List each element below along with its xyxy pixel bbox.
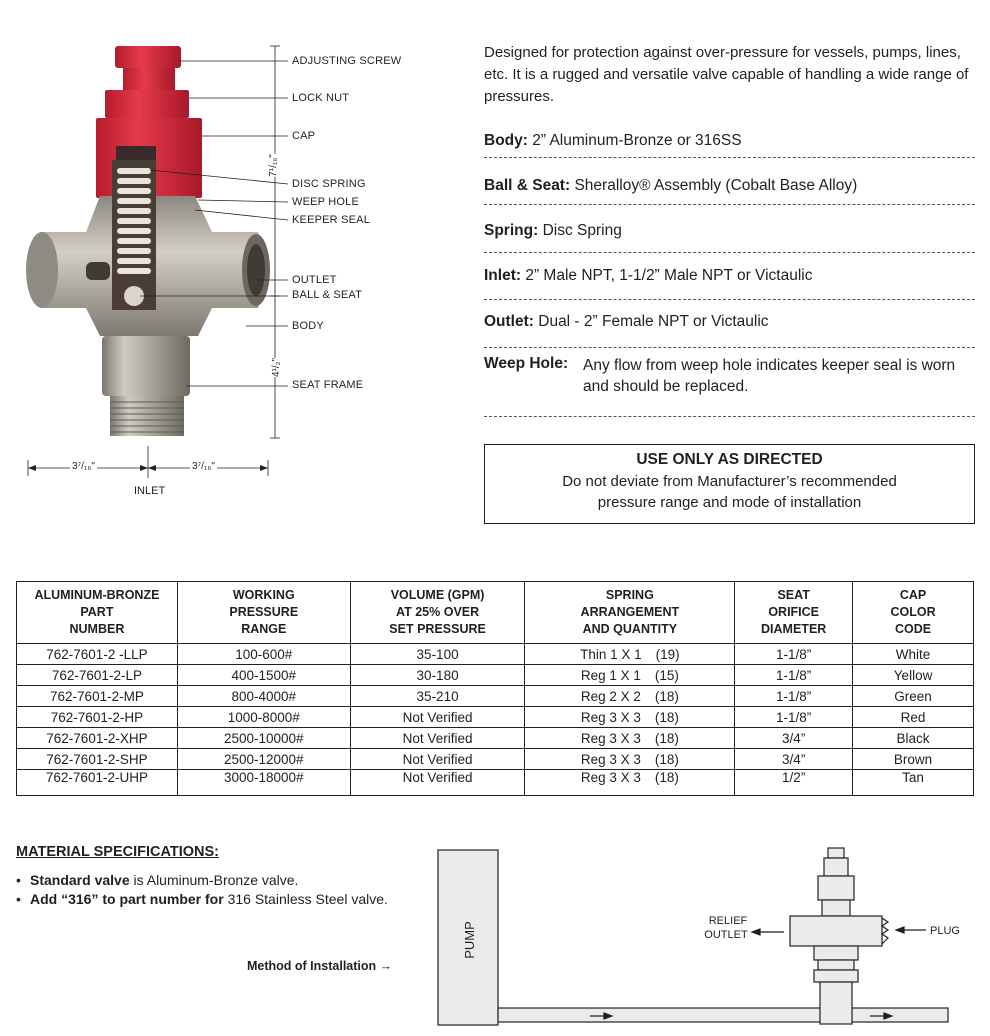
valve-drawing xyxy=(0,0,480,520)
spec-spring xyxy=(484,220,975,241)
cell-range: 3000-18000# xyxy=(177,770,350,796)
disc-spring-stack xyxy=(117,168,151,274)
cell-volume: 30-180 xyxy=(350,665,525,686)
cell-part: 762-7601-2-XHP xyxy=(17,728,178,749)
list-item: • Add “316” to part number for 316 Stainless Steel valve. xyxy=(16,890,396,909)
spec-label: Inlet: xyxy=(484,267,522,284)
plug-label: PLUG xyxy=(930,925,960,937)
spec-divider xyxy=(484,416,975,417)
cell-spring: Reg 2 X 2 (18) xyxy=(525,686,735,707)
spec-value: Sheralloy® Assembly (Cobalt Base Alloy) xyxy=(574,177,858,194)
spec-value: 2” Aluminum-Bronze or 316SS xyxy=(532,132,742,149)
cell-spring: Thin 1 X 1 (19) xyxy=(525,644,735,665)
header-part-number: ALUMINUM-BRONZE PART NUMBER xyxy=(17,582,178,644)
spec-outlet xyxy=(484,311,975,332)
cell-range: 400-1500# xyxy=(177,665,350,686)
material-specifications-title: MATERIAL SPECIFICATIONS: xyxy=(16,844,219,860)
spec-ball-seat xyxy=(484,175,975,196)
valve-body-shape xyxy=(790,916,882,946)
table-row xyxy=(17,707,974,728)
table-row xyxy=(17,686,974,707)
dimension-lower-height: 4¹/₂" xyxy=(271,357,283,378)
warning-line: Do not deviate from Manufacturer’s recommended xyxy=(562,473,897,490)
callout-lock-nut: LOCK NUT xyxy=(292,92,350,104)
cell-volume: 35-210 xyxy=(350,686,525,707)
cell-color: Tan xyxy=(853,770,974,796)
spec-value: Disc Spring xyxy=(542,222,622,239)
cell-part: 762-7601-2-UHP xyxy=(17,770,178,796)
material-specifications-list xyxy=(16,871,396,909)
cell-part: 762-7601-2-LP xyxy=(17,665,178,686)
dimension-right-width: 3⁷/₁₆" xyxy=(192,461,215,472)
spec-label: Outlet: xyxy=(484,313,534,330)
valve-specification-table xyxy=(16,581,974,796)
cell-volume: Not Verified xyxy=(350,707,525,728)
cell-range: 800-4000# xyxy=(177,686,350,707)
table-row xyxy=(17,665,974,686)
warning-body xyxy=(485,471,974,513)
cell-volume: Not Verified xyxy=(350,770,525,796)
outlet-label: OUTLET xyxy=(704,929,748,941)
callout-seat-frame: SEAT FRAME xyxy=(292,379,364,391)
spec-divider xyxy=(484,299,975,300)
cell-range: 2500-10000# xyxy=(177,728,350,749)
lock-nut-shape xyxy=(105,90,189,118)
cell-volume: Not Verified xyxy=(350,728,525,749)
callout-outlet: OUTLET xyxy=(292,274,337,286)
spec-label: Body: xyxy=(484,132,528,149)
table-row xyxy=(17,644,974,665)
table-header-row xyxy=(17,582,974,644)
cell-color: White xyxy=(853,644,974,665)
seat-frame-shape xyxy=(102,336,190,396)
callout-keeper-seal: KEEPER SEAL xyxy=(292,214,371,226)
pump-label: PUMP xyxy=(462,921,477,959)
spec-divider xyxy=(484,347,975,348)
list-item: • Standard valve is Aluminum-Bronze valve. xyxy=(16,871,396,890)
cell-spring: Reg 3 X 3 (18) xyxy=(525,707,735,728)
dimension-left-width: 3⁷/₁₆" xyxy=(72,461,95,472)
method-of-installation-label: Method of Installation → xyxy=(247,959,393,973)
cell-range: 100-600# xyxy=(177,644,350,665)
warning-box xyxy=(484,444,975,524)
spec-divider xyxy=(484,252,975,253)
callout-ball-seat: BALL & SEAT xyxy=(292,289,363,301)
table-row xyxy=(17,728,974,749)
cell-part: 762-7601-2-MP xyxy=(17,686,178,707)
callout-adjusting-screw: ADJUSTING SCREW xyxy=(292,55,402,67)
cell-orifice: 3/4” xyxy=(735,749,853,770)
header-spring: SPRING ARRANGEMENT AND QUANTITY xyxy=(525,582,735,644)
cell-range: 1000-8000# xyxy=(177,707,350,728)
spec-weep-hole-label: Weep Hole: xyxy=(484,355,569,372)
table-row xyxy=(17,749,974,770)
header-seat-orifice: SEAT ORIFICE DIAMETER xyxy=(735,582,853,644)
table-row xyxy=(17,770,974,796)
pipe xyxy=(498,1008,948,1022)
cell-color: Yellow xyxy=(853,665,974,686)
header-volume: VOLUME (GPM) AT 25% OVER SET PRESSURE xyxy=(350,582,525,644)
callout-inlet: INLET xyxy=(134,485,166,497)
callout-weep-hole: WEEP HOLE xyxy=(292,196,360,208)
cell-part: 762-7601-2-HP xyxy=(17,707,178,728)
cell-volume: Not Verified xyxy=(350,749,525,770)
cell-spring: Reg 1 X 1 (15) xyxy=(525,665,735,686)
spec-weep-hole-value: Any flow from weep hole indicates keeper seal is worn and should be replaced. xyxy=(583,357,956,395)
relief-label: RELIEF xyxy=(708,915,748,927)
spec-divider xyxy=(484,157,975,158)
cell-orifice: 1-1/8” xyxy=(735,686,853,707)
valve-cap-shape xyxy=(818,876,854,900)
cell-color: Red xyxy=(853,707,974,728)
adjusting-screw-shape xyxy=(115,46,181,68)
spec-inlet xyxy=(484,265,975,286)
cell-color: Black xyxy=(853,728,974,749)
cell-color: Green xyxy=(853,686,974,707)
cell-color: Brown xyxy=(853,749,974,770)
spec-value: Dual - 2” Female NPT or Victaulic xyxy=(538,313,769,330)
header-working-pressure: WORKING PRESSURE RANGE xyxy=(177,582,350,644)
cell-spring: Reg 3 X 3 (18) xyxy=(525,728,735,749)
spec-value: 2” Male NPT, 1-1/2” Male NPT or Victaulic xyxy=(525,267,813,284)
callout-body: BODY xyxy=(292,320,324,332)
cell-spring: Reg 3 X 3 (18) xyxy=(525,770,735,796)
cell-volume: 35-100 xyxy=(350,644,525,665)
cell-spring: Reg 3 X 3 (18) xyxy=(525,749,735,770)
callout-cap: CAP xyxy=(292,130,316,142)
cell-part: 762-7601-2 -LLP xyxy=(17,644,178,665)
dimension-upper-height: 7¹/₁₆" xyxy=(267,154,279,177)
installation-diagram xyxy=(430,840,960,1032)
spec-label: Spring: xyxy=(484,222,539,239)
cell-range: 2500-12000# xyxy=(177,749,350,770)
cell-orifice: 1/2” xyxy=(735,770,853,796)
warning-title: USE ONLY AS DIRECTED xyxy=(636,451,823,468)
spec-divider xyxy=(484,204,975,205)
warning-line: pressure range and mode of installation xyxy=(597,494,862,511)
cell-orifice: 1-1/8” xyxy=(735,665,853,686)
cell-part: 762-7601-2-SHP xyxy=(17,749,178,770)
valve-illustration xyxy=(0,0,480,520)
spec-body xyxy=(484,130,975,151)
spec-label: Ball & Seat: xyxy=(484,177,571,194)
cell-orifice: 1-1/8” xyxy=(735,644,853,665)
product-description: Designed for protection against over-pressure for vessels, pumps, lines, etc. It is a rugged and versatile valve capable of handling a wide range of pressures. xyxy=(484,44,969,105)
cell-orifice: 3/4” xyxy=(735,728,853,749)
callout-disc-spring: DISC SPRING xyxy=(292,178,366,190)
header-cap-color: CAP COLOR CODE xyxy=(853,582,974,644)
cell-orifice: 1-1/8” xyxy=(735,707,853,728)
